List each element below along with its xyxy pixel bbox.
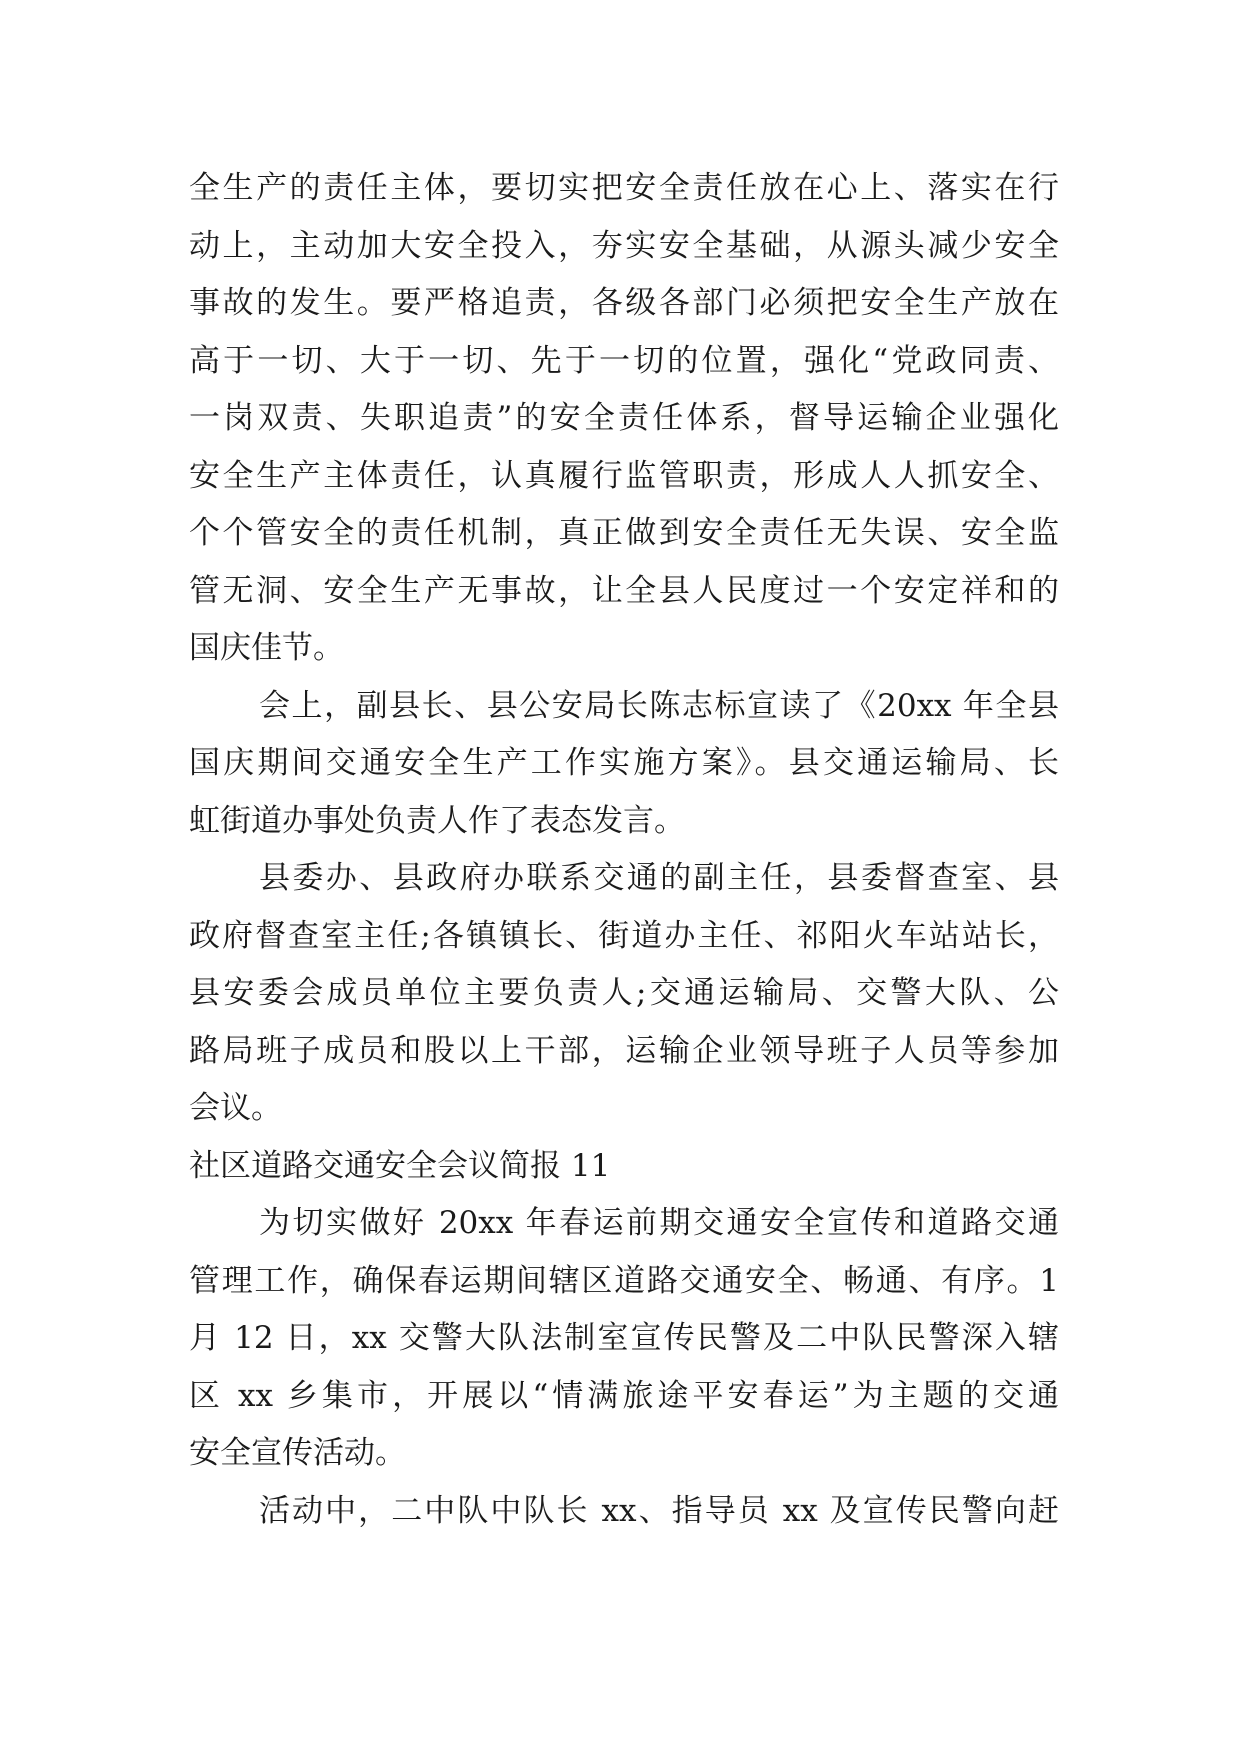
text-line: 全生产的责任主体，要切实把安全责任放在心上、落实在行 [189, 170, 1059, 206]
text-line: 管理工作，确保春运期间辖区道路交通安全、畅通、有序。1 [189, 1262, 1059, 1299]
text-line: 个个管安全的责任机制，真正做到安全责任无失误、安全监 [189, 515, 1059, 551]
text-line: 路局班子成员和股以上干部，运输企业领导班子人员等参加 [189, 1032, 1059, 1069]
paragraph-first-line: 县委办、县政府办联系交通的副主任，县委督查室、县 [259, 860, 1059, 896]
paragraph-first-line: 活动中，二中队中队长 xx、指导员 xx 及宣传民警向赶 [259, 1492, 1059, 1529]
text-line: 安全生产主体责任，认真履行监管职责，形成人人抓安全、 [189, 457, 1059, 494]
paragraph-first-line: 会上，副县长、县公安局长陈志标宣读了《20xx 年全县 [259, 687, 1059, 724]
text-line: 会议。 [189, 1090, 282, 1126]
text-line: 高于一切、大于一切、先于一切的位置，强化“党政同责、 [189, 342, 1059, 379]
paragraph-first-line: 为切实做好 20xx 年春运前期交通安全宣传和道路交通 [259, 1205, 1059, 1241]
text-line: 一岗双责、失职追责”的安全责任体系，督导运输企业强化 [189, 400, 1059, 436]
text-line: 月 12 日，xx 交警大队法制室宣传民警及二中队民警深入辖 [189, 1320, 1059, 1356]
text-line: 国庆佳节。 [189, 630, 344, 666]
text-line: 国庆期间交通安全生产工作实施方案》。县交通运输局、长 [189, 745, 1059, 781]
section-heading: 社区道路交通安全会议简报 11 [189, 1147, 611, 1184]
text-line: 区 xx 乡集市，开展以“情满旅途平安春运”为主题的交通 [189, 1377, 1059, 1414]
text-line: 县安委会成员单位主要负责人;交通运输局、交警大队、公 [189, 975, 1059, 1011]
document-body [189, 160, 1059, 1540]
text-line: 动上，主动加大安全投入，夯实安全基础，从源头减少安全 [189, 227, 1059, 264]
text-line: 虹街道办事处负责人作了表态发言。 [189, 802, 685, 839]
text-line: 管无洞、安全生产无事故，让全县人民度过一个安定祥和的 [189, 572, 1059, 609]
text-line: 安全宣传活动。 [189, 1435, 406, 1471]
text-line: 政府督查室主任;各镇镇长、街道办主任、祁阳火车站站长， [189, 917, 1059, 954]
text-line: 事故的发生。要严格追责，各级各部门必须把安全生产放在 [189, 285, 1059, 321]
